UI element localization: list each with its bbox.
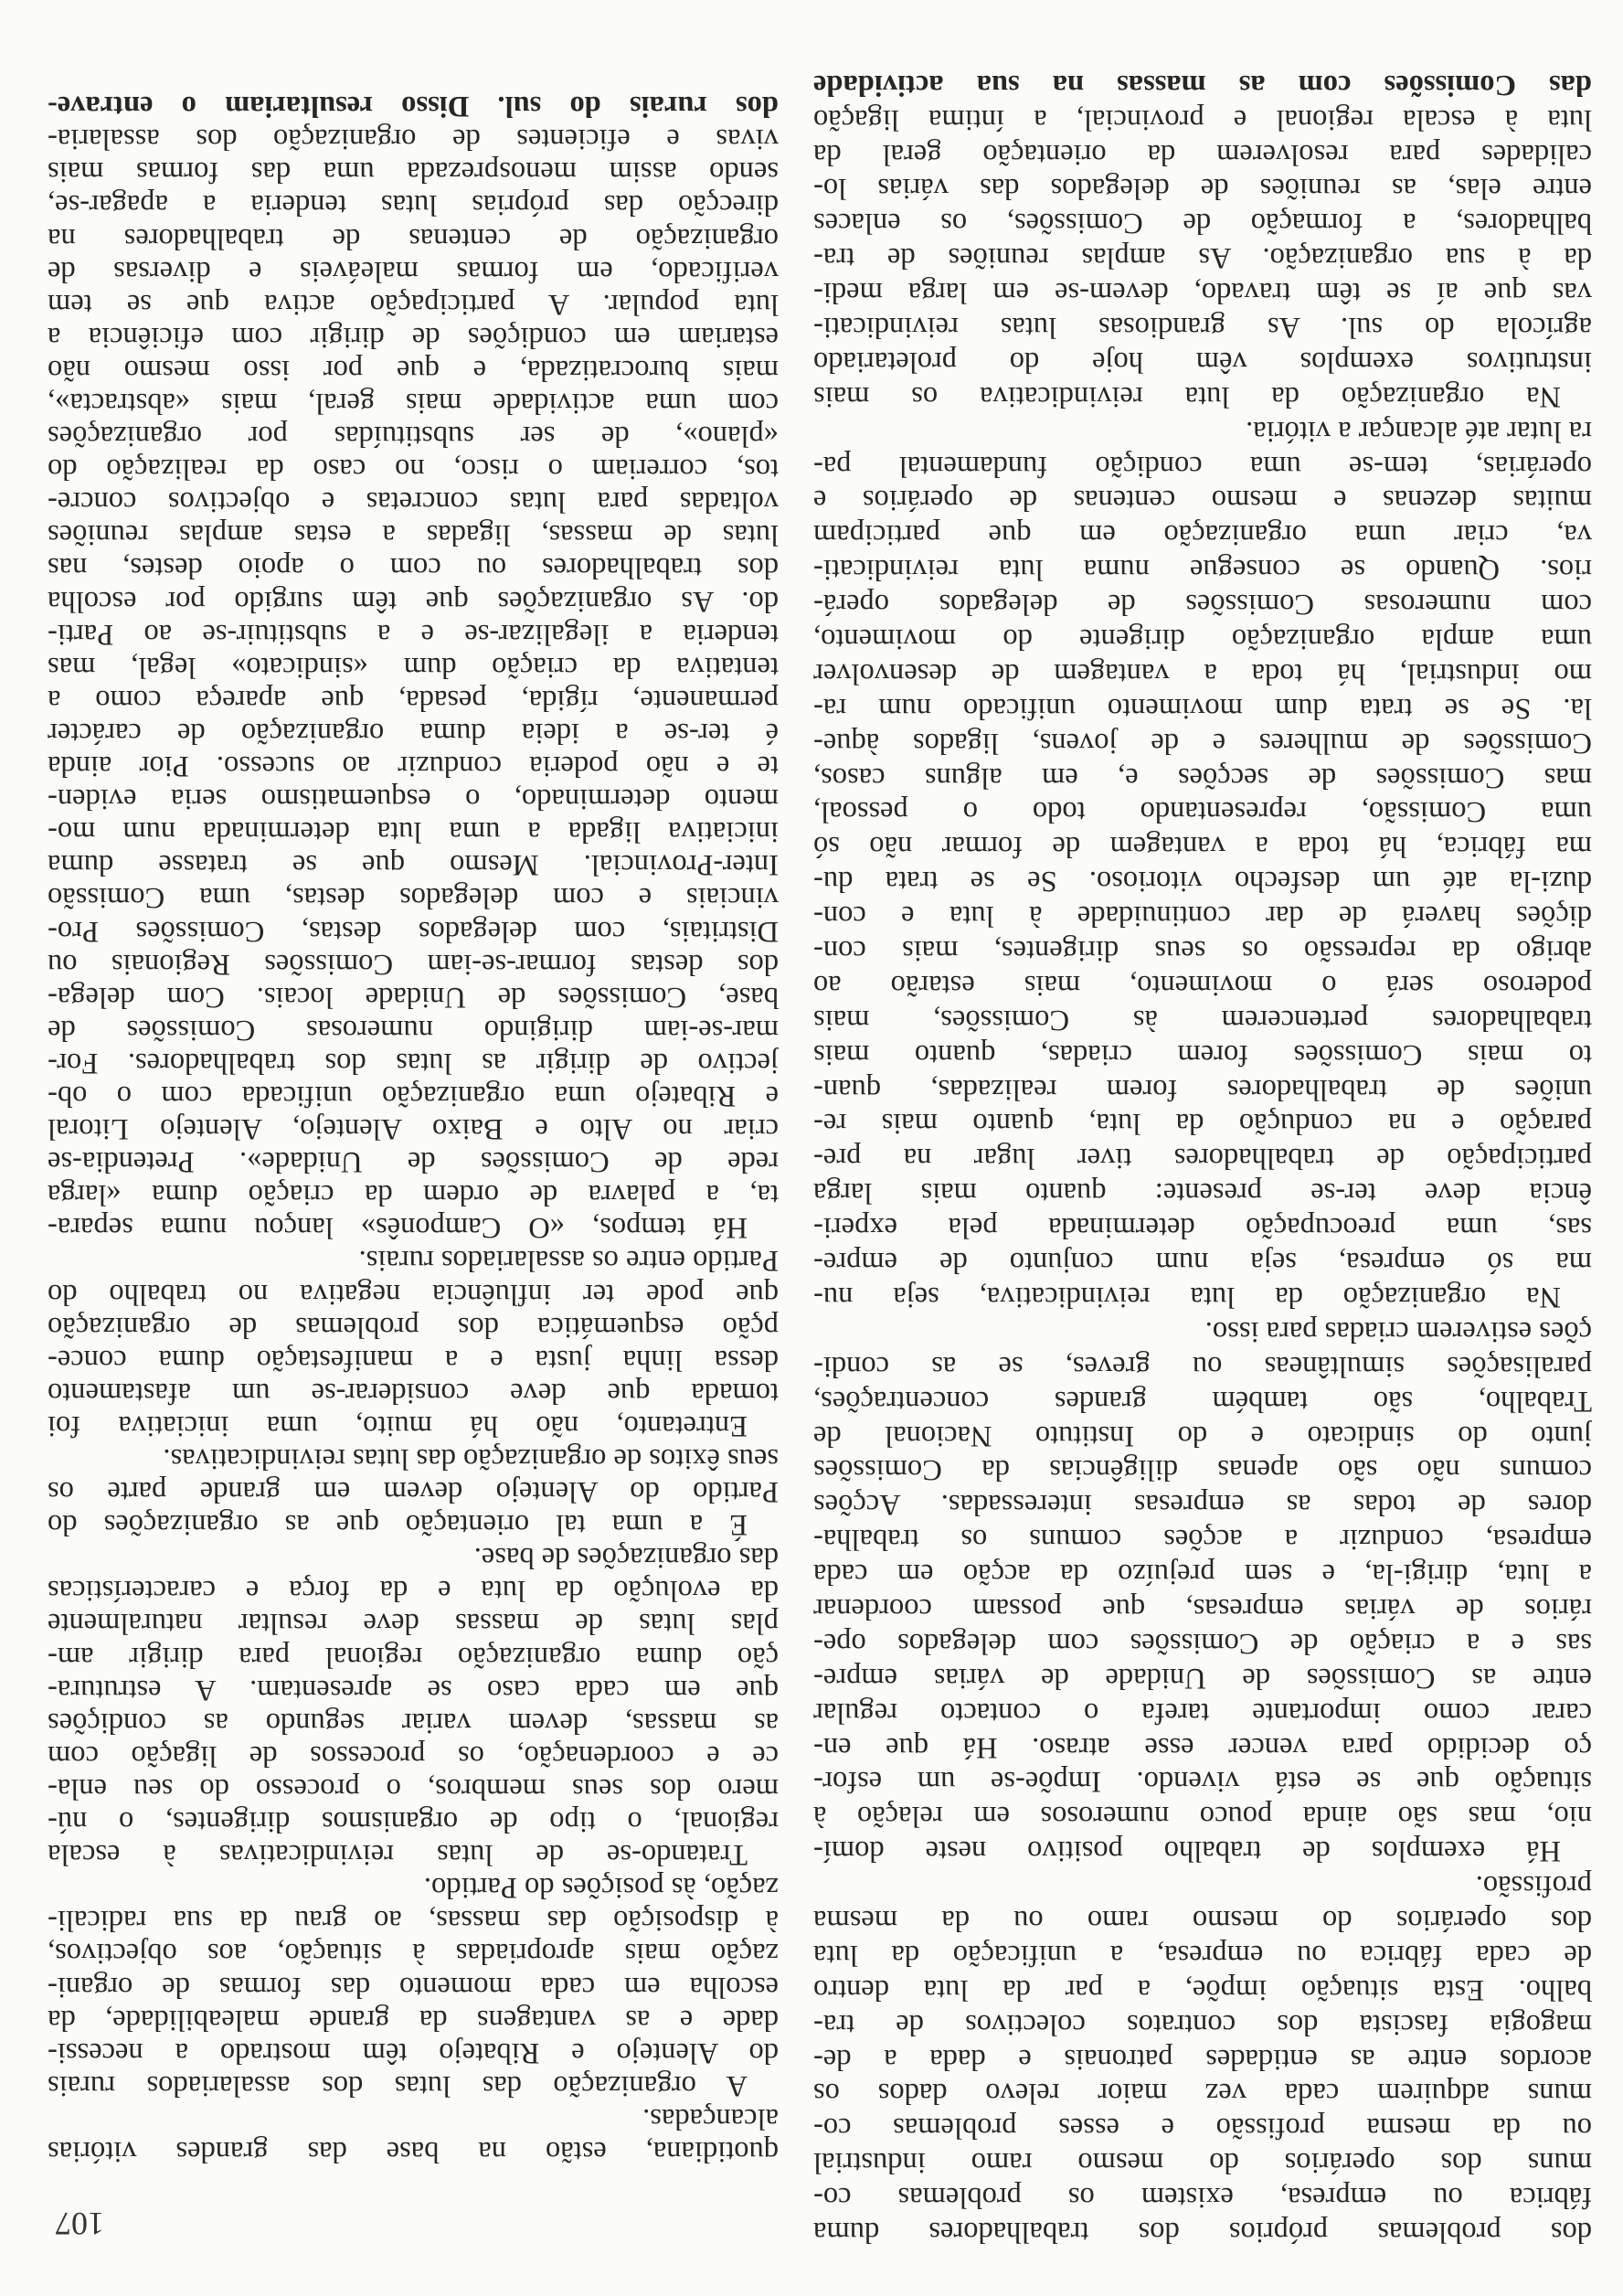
paragraph <box>48 1442 779 1541</box>
text-line: organização de centenas de trabalhadores na <box>48 221 779 255</box>
text-line: va, criar uma organização em que participam <box>813 518 1592 552</box>
text-line: ra lutar até alcançar a vitória. <box>1246 414 1592 448</box>
text-line: regional, o tipo de organismos dirigentes, o nú- <box>48 1805 779 1839</box>
text-line: entre as Comissões de Unidade de várias empre- <box>813 1661 1592 1695</box>
text-line: fábrica ou empresa, existem os problemas co- <box>813 2181 1592 2215</box>
text-line: Há tempos, «O Camponês» lançou numa separa- <box>48 1211 748 1245</box>
text-line: permanente, rígida, pesada, que apareça como a <box>48 683 779 717</box>
text-line: rários de várias empresas, que possam coordenar <box>813 1591 1592 1625</box>
text-line: que pode ter influência negativa no trabalho do <box>48 1277 779 1311</box>
text-line: paralisações simultâneas ou greves, se as condi- <box>813 1349 1592 1383</box>
paragraph <box>813 1867 1592 2248</box>
text-line: da à sua organização. As amplas reuniões de tra- <box>813 241 1592 275</box>
text-line: luta popular. A participação activa que se tem <box>48 287 779 321</box>
text-line: nio, mas são ainda pouco numerosos em relação à <box>813 1800 1592 1834</box>
text-line: criar no Alto e Baixo Alentejo, Alentejo Litoral <box>48 1112 779 1146</box>
paragraph <box>48 1244 779 1442</box>
text-line: mo industrial, há toda a vantagem de desenvolver <box>813 656 1592 690</box>
text-line: as massas, devem variar segundo as condições <box>48 1706 779 1739</box>
text-line: do. As organizações que têm surgido por escolha <box>48 584 779 618</box>
text-line: da evolução da luta e da força e características <box>48 1574 779 1608</box>
text-line: muns dos operários do mesmo ramo industrial <box>813 2146 1592 2180</box>
text-line: direcção das próprias lutas tenderia a apagar-se, <box>48 188 779 222</box>
text-line: ções estiverem criadas para isso. <box>1204 1314 1592 1348</box>
text-line: iniciativa ligada a uma luta determinada num mo- <box>48 815 779 849</box>
page-number: 107 <box>55 2206 104 2242</box>
text-line: das Comissões com as massas na sua actividade <box>813 68 1592 101</box>
text-line: muns adquirem cada vez maior relevo dados os <box>813 2077 1592 2110</box>
text-line: rios. Quando se consegue numa luta reivindicati- <box>813 553 1592 587</box>
text-line: à disposição das massas, ao grau da sua radicali- <box>48 1904 779 1938</box>
text-line: ção duma organização regional para dirigir am- <box>48 1640 779 1674</box>
text-line: quotidiana, estão na base das grandes vitórias <box>48 2135 779 2168</box>
text-line: a luta, dirigi-la, e sem prejuízo da acção em cada <box>813 1557 1592 1591</box>
text-line: ma só empresa, seja num conjunto de empre- <box>813 1246 1592 1280</box>
text-line: lutas de massas, ligadas a estas amplas reuniões <box>48 518 779 552</box>
text-line: profissão. <box>1475 1869 1592 1903</box>
paragraph <box>48 1541 779 1871</box>
text-line: Inter-Provincial. Mesmo que se tratasse duma <box>48 848 779 882</box>
paragraph <box>813 413 1592 1313</box>
text-line: ou da mesma profissão e esses problemas co- <box>813 2111 1592 2145</box>
text-line: tomada que deve considerar-se um afastamento <box>48 1376 779 1409</box>
text-line: operárias, tem-se uma condição fundamental pa- <box>813 449 1592 483</box>
text-line: ma fábrica, há toda a vantagem de formar não só <box>813 830 1592 864</box>
text-line: participação de trabalhadores tiver lugar na pre- <box>813 1142 1592 1175</box>
text-line: dessa linha justa e a manifestação duma conce- <box>48 1343 779 1377</box>
text-line: dade e as vantagens da grande maleabilidade, da <box>48 2003 779 2036</box>
text-line: de cada fábrica ou empresa, a unificação da luta <box>813 1938 1592 1972</box>
text-line: empresa, conduzir a acções comuns os trabalha- <box>813 1523 1592 1557</box>
text-line: «plano», de ser substituídas por organizações <box>48 420 779 453</box>
text-line: sendo assim menosprezada uma das formas mais <box>48 155 779 189</box>
text-line: paração e na condução da luta, quanto mais re- <box>813 1107 1592 1141</box>
text-line: comuns não são apenas diligências da Comissões <box>813 1453 1592 1487</box>
text-line: mar-se-iam dirigindo numerosas Comissões de <box>48 1013 779 1047</box>
text-line: calidades para resolverem da orientação geral da <box>813 137 1592 171</box>
text-line: tentativa da criação dum «sindicato» legal, mas <box>48 650 779 684</box>
text-line: ce e coordenação, os processos de ligação com <box>48 1738 779 1772</box>
text-line: plas lutas de massas deve resultar naturalmente <box>48 1607 779 1641</box>
text-line: te e não poderia conduzir ao sucesso. Pior ainda <box>48 749 779 783</box>
text-line: é ter-se a ideia duma organização de carácter <box>48 716 779 749</box>
text-line: verificado, em formas maleáveis e diversas de <box>48 254 779 288</box>
text-line: junto do sindicato e do Instituto Nacional de <box>813 1419 1592 1452</box>
text-line: vinciais e com delegados destas, uma Comissão <box>48 881 779 915</box>
text-line: vas que aí se têm travado, devem-se em larga medi- <box>813 276 1592 310</box>
text-line: estariam em condições de dirigir com eficiência a <box>48 320 779 354</box>
text-line: la. Se se trata dum movimento unificado num ra- <box>813 691 1592 725</box>
text-line: ta, a palavra de ordem da criação duma «larga <box>48 1178 779 1212</box>
text-line: voltadas para lutas concretas e objectivos concre- <box>48 485 779 519</box>
text-line: balho. Esta situação impõe, a par da luta dentro <box>813 1972 1592 2006</box>
text-line: dos trabalhadores ou com o apoio destes, nas <box>48 551 779 585</box>
text-line: tenderia a ilegalizar-se e a substituir-se ao Parti- <box>48 617 779 651</box>
text-line: uma Comissão, representando todo o pessoal, <box>813 795 1592 829</box>
text-line: duzi-la até um desfecho vitorioso. Se se trata du- <box>813 865 1592 898</box>
text-line: dores de todas as empresas interessadas. Acções <box>813 1488 1592 1522</box>
text-line: dos rurais do sul. Disso resultariam o entrave- <box>48 90 779 123</box>
paragraph <box>813 67 1592 413</box>
text-line: uniões de trabalhadores forem realizadas, quan- <box>813 1072 1592 1106</box>
text-line: jectivo de dirigir as lutas dos trabalhadores. For- <box>48 1046 779 1079</box>
text-line: vivas e eficientes de organização dos assalaria- <box>48 122 779 156</box>
text-line: dos operários do mesmo ramo ou da mesma <box>813 1903 1592 1937</box>
text-line: com uma actividade mais geral, mais «abstracta», <box>48 387 779 420</box>
text-line: zação, às posições do Partido. <box>423 1871 779 1905</box>
text-line: acordos entre as entidades patronais e dada a de- <box>813 2042 1592 2076</box>
text-line: zação mais apropriadas à situação, aos objectivos, <box>48 1937 779 1971</box>
text-line: carar como importante tarefa o contacto regular <box>813 1695 1592 1729</box>
text-line: dições haverá de dar continuidade à luta e con- <box>813 899 1592 933</box>
text-line: dos destas formar-se-iam Comissões Regionais ou <box>48 947 779 981</box>
text-line: rede de Comissões de Unidade». Pretendia-se <box>48 1145 779 1179</box>
text-line: das organizações de base. <box>473 1541 779 1575</box>
paragraph <box>48 2102 779 2168</box>
text-line: escolha em cada momento das formas de organi- <box>48 1970 779 2004</box>
paragraph <box>48 1871 779 2102</box>
text-line: to mais Comissões forem criadas, quanto mais <box>813 1037 1592 1071</box>
text-line: tos, correriam o risco, no caso da realização do <box>48 452 779 486</box>
text-line: mero dos seus membros, o processo do seu enla- <box>48 1771 779 1805</box>
text-line: entre elas, as reuniões de delegados das várias lo- <box>813 172 1592 206</box>
text-line: pção esquemática dos problemas de organização <box>48 1310 779 1344</box>
text-line: Tratando-se de lutas reivindicativas à escala <box>48 1838 748 1872</box>
text-line: ço decidido para vencer esse atraso. Há que en- <box>813 1730 1592 1764</box>
text-line: base, Comissões de Unidade locais. Com delega- <box>48 980 779 1014</box>
text-line: Entretanto, não há muito, uma iniciativa foi <box>48 1408 748 1442</box>
text-line: Na organização da luta reivindicativa os mais <box>813 379 1561 413</box>
text-line: mas Comissões de secções e, em alguns casos, <box>813 760 1592 794</box>
text-line: Trabalho, são também grandes concentrações, <box>813 1384 1592 1418</box>
text-line: situação que se está vivendo. Impõe-se um esfor- <box>813 1765 1592 1799</box>
text-line: abrigo da repressão os seus dirigentes, mais con- <box>813 934 1592 968</box>
text-line: que em cada caso se apresentam. A estrutura- <box>48 1673 779 1706</box>
text-line: Há exemplos de trabalho positivo neste domí- <box>813 1834 1561 1868</box>
text-column-right <box>48 90 779 2168</box>
text-line: agrícola do sul. As grandiosas lutas reivindicati- <box>813 311 1592 345</box>
text-line: mais burocratizada, e que por isso mesmo não <box>48 353 779 387</box>
text-line: e Ribatejo uma organização unificada com o ob- <box>48 1079 779 1112</box>
text-line: Na organização da luta reivindicativa, seja nu- <box>813 1280 1561 1313</box>
text-line: Partido do Alentejo devem em grande parte os <box>48 1475 779 1509</box>
text-line: uma ampla organização dirigente do movimento, <box>813 622 1592 656</box>
text-line: sas e a criação de Comissões com delegados ope- <box>813 1626 1592 1660</box>
text-line: instrutivos exemplos vêm hoje do proletariado <box>813 345 1592 378</box>
text-line: É a uma tal orientação que as organizações do <box>48 1508 748 1542</box>
text-line: Comissões de mulheres e de jovens, ligados àque- <box>813 726 1592 760</box>
text-line: A organização das lutas dos assalariados rurais <box>48 2068 748 2102</box>
text-line: poderoso será o movimento, mais estarão ao <box>813 968 1592 1002</box>
text-line: ência deve ter-se presente: quanto mais larga <box>813 1176 1592 1210</box>
text-line: Partido entre os assalariados rurais. <box>358 1244 779 1278</box>
text-line: sas, uma preocupação determinada pela experi- <box>813 1211 1592 1245</box>
text-line: do Alentejo e Ribatejo têm mostrado a necessi- <box>48 2036 779 2069</box>
text-line: alcançadas. <box>642 2101 779 2135</box>
text-line: mento determinado, o esquematismo seria eviden- <box>48 782 779 816</box>
text-line: com numerosas Comissões de delegados operá- <box>813 588 1592 622</box>
text-line: seus êxitos de organização das lutas reivindicativas. <box>163 1442 779 1476</box>
paragraph <box>48 90 779 1244</box>
text-line: muitas dezenas e mesmo centenas de operários e <box>813 484 1592 517</box>
text-line: trabalhadores pertencerem às Comissões, mais <box>813 1003 1592 1036</box>
text-line: magogia fascista dos contratos colectivos de tra- <box>813 2007 1592 2041</box>
text-column-left <box>813 67 1592 2248</box>
text-line: dos problemas próprios dos trabalhadores duma <box>813 2216 1592 2248</box>
text-line: balhadores, a formação de Comissões, os enlaces <box>813 207 1592 240</box>
text-line: luta à escala regional e provincial, a íntima ligação <box>813 102 1592 136</box>
paragraph <box>813 1313 1592 1867</box>
text-line: Distritais, com delegados destas, Comissões Pro- <box>48 914 779 948</box>
